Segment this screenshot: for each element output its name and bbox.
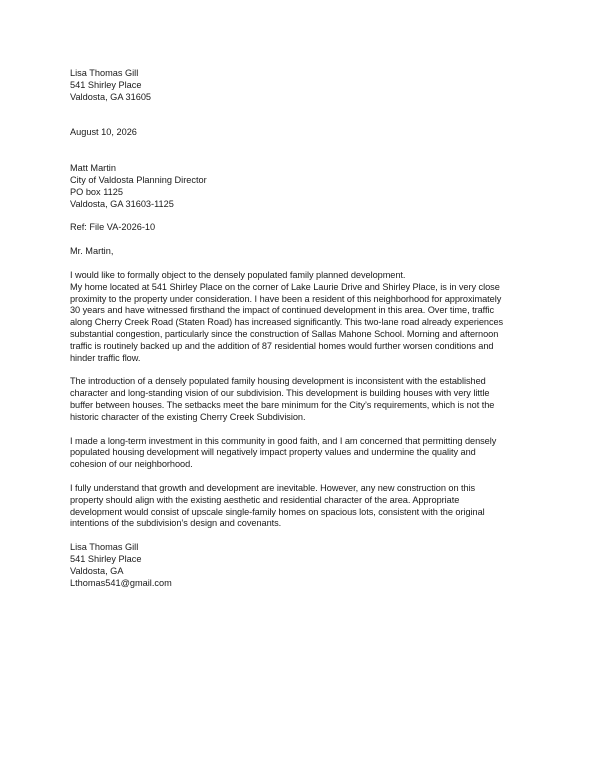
recipient-name: Matt Martin bbox=[70, 163, 116, 174]
body-line: hinder traffic flow. bbox=[70, 352, 141, 363]
recipient-title: City of Valdosta Planning Director bbox=[70, 174, 207, 185]
body-line: substantial congestion, particularly since the construction of Sallas Mahone School. Morning and afternoon bbox=[70, 328, 499, 339]
body-line: My home located at 541 Shirley Place on the corner of Lake Laurie Drive and Shirley Place, is in very close bbox=[70, 281, 500, 292]
body-line: buffer between houses. The setbacks meet the bare minimum for the City’s requirements, which is not the bbox=[70, 399, 495, 410]
signature-email: Lthomas541@gmail.com bbox=[70, 577, 172, 588]
body-line: intentions of the subdivision’s design and covenants. bbox=[70, 518, 282, 529]
recipient-city: Valdosta, GA 31603-1125 bbox=[70, 198, 174, 209]
signature-block bbox=[70, 542, 550, 589]
salutation-text: Mr. Martin, bbox=[70, 246, 114, 257]
body-line: property should align with the existing aesthetic and residential character of the area. Appropriate bbox=[70, 494, 460, 505]
body-line: along Cherry Creek Road (Staten Road) has increased significantly. This two-lane road already experiences bbox=[70, 317, 504, 328]
body-line: 30 years and have witnessed firsthand the impact of continued development in this area. Over time, traffic bbox=[70, 305, 495, 316]
body-line: proximity to the property under consideration. I have been a resident of this neighborhood for approximately bbox=[70, 293, 502, 304]
body-paragraph-1 bbox=[70, 270, 550, 364]
signature-name: Lisa Thomas Gill bbox=[70, 542, 139, 553]
body-line: development would consist of upscale single-family homes on spacious lots, consistent with the original bbox=[70, 506, 485, 517]
signature-city: Valdosta, GA bbox=[70, 565, 124, 576]
body-line: character and long-standing vision of our subdivision. This development is building houses with very little bbox=[70, 388, 490, 399]
date-text: August 10, 2026 bbox=[70, 127, 137, 138]
body-paragraph-3 bbox=[70, 436, 550, 471]
body-line: populated housing development will negatively impact property values and undermine the quality and bbox=[70, 447, 476, 458]
salutation bbox=[70, 246, 550, 258]
sender-name: Lisa Thomas Gill bbox=[70, 68, 139, 78]
body-line: The introduction of a densely populated family housing development is inconsistent with the established bbox=[70, 376, 486, 387]
body-line: I fully understand that growth and development are inevitable. However, any new construction on this bbox=[70, 482, 476, 493]
recipient-po-box: PO box 1125 bbox=[70, 186, 123, 197]
letter-page bbox=[70, 68, 550, 589]
sender-address bbox=[70, 68, 550, 103]
body-line: cohesion of our neighborhood. bbox=[70, 459, 193, 470]
body-line: traffic is routinely backed up and the addition of 87 residential homes would further worsen conditions and bbox=[70, 340, 494, 351]
sender-street: 541 Shirley Place bbox=[70, 79, 142, 90]
body-paragraph-4 bbox=[70, 483, 550, 530]
reference-line bbox=[70, 222, 550, 234]
body-line: I would like to formally object to the densely populated family planned development. bbox=[70, 269, 406, 280]
reference-text: Ref: File VA-2026-10 bbox=[70, 222, 156, 233]
recipient-address bbox=[70, 163, 550, 210]
body-line: historic character of the existing Cherry Creek Subdivision. bbox=[70, 411, 306, 422]
letter-date bbox=[70, 127, 550, 139]
body-line: I made a long-term investment in this community in good faith, and I am concerned that permitting densely bbox=[70, 435, 497, 446]
body-paragraph-2 bbox=[70, 376, 550, 423]
sender-city: Valdosta, GA 31605 bbox=[70, 91, 152, 102]
signature-street: 541 Shirley Place bbox=[70, 553, 142, 564]
